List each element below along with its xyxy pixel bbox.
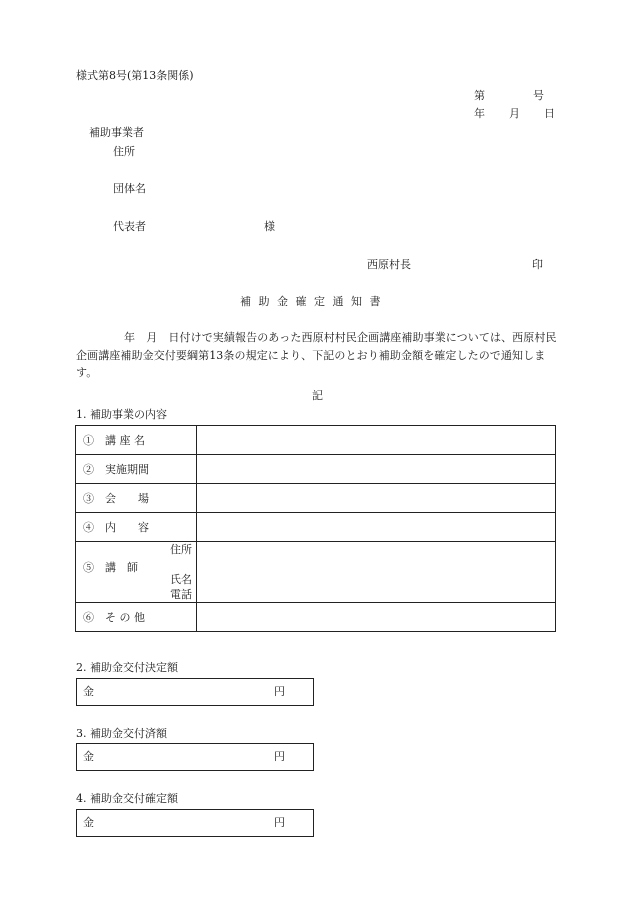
intro-paragraph [76, 329, 558, 382]
teacher-name-label: 氏名 [170, 573, 192, 586]
recipient-rep-label: 代表者 [113, 220, 146, 233]
section3-title: 3. 補助金交付済額 [76, 727, 167, 740]
row-value-period[interactable] [197, 455, 556, 484]
row-label-venue: ③ 会 場 [76, 484, 197, 513]
decided-amount-yen: 円 [274, 685, 285, 698]
date-day: 日 [544, 107, 555, 120]
section2-title: 2. 補助金交付決定額 [76, 661, 178, 674]
date-month: 月 [509, 107, 520, 120]
table-row [76, 603, 556, 632]
row-value-other[interactable] [197, 603, 556, 632]
intro-text: 年 月 日付けで実績報告のあった西原村村民企画講座補助事業については、西原村民企画講座補助金交付要綱第13条の規定により、下記のとおり補助金額を確定したので通知します。 [76, 331, 557, 379]
row-value-venue[interactable] [197, 484, 556, 513]
row-label-course-name: ① 講 座 名 [76, 426, 197, 455]
row-value-course-name[interactable] [197, 426, 556, 455]
recipient-group-label: 団体名 [113, 182, 146, 195]
section1-title: 1. 補助事業の内容 [76, 408, 167, 421]
confirmed-amount-box[interactable] [76, 809, 314, 837]
table-row [76, 426, 556, 455]
row-value-teacher[interactable] [197, 542, 556, 603]
issuer-seal: 印 [532, 258, 543, 271]
paid-amount-yen: 円 [274, 750, 285, 763]
row-label-other: ⑥ そ の 他 [76, 603, 197, 632]
section4-title: 4. 補助金交付確定額 [76, 792, 178, 805]
row-label-teacher-cell [76, 542, 197, 603]
document-title: 補 助 金 確 定 通 知 書 [240, 295, 383, 308]
table-row [76, 542, 556, 603]
table-row [76, 484, 556, 513]
teacher-phone-label: 電話 [170, 588, 192, 601]
row-label-period: ② 実施期間 [76, 455, 197, 484]
date-year: 年 [474, 107, 485, 120]
recipient-honorific: 様 [264, 220, 275, 233]
row-label-teacher: ⑤ 講 師 [83, 561, 138, 574]
table-row [76, 513, 556, 542]
decided-amount-kin: 金 [83, 685, 94, 698]
teacher-address-label: 住所 [170, 543, 192, 556]
doc-number-go: 号 [533, 89, 544, 102]
decided-amount-box[interactable] [76, 678, 314, 706]
row-label-content: ④ 内 容 [76, 513, 197, 542]
content-table [75, 425, 556, 632]
paid-amount-box[interactable] [76, 743, 314, 771]
form-label: 様式第8号(第13条関係) [76, 69, 194, 82]
row-value-content[interactable] [197, 513, 556, 542]
doc-number-dai: 第 [474, 89, 485, 102]
paid-amount-kin: 金 [83, 750, 94, 763]
table-row [76, 455, 556, 484]
recipient-address-label: 住所 [113, 145, 135, 158]
confirmed-amount-yen: 円 [274, 816, 285, 829]
confirmed-amount-kin: 金 [83, 816, 94, 829]
issuer-title: 西原村長 [367, 258, 411, 271]
ki-label: 記 [312, 389, 323, 402]
recipient-heading: 補助事業者 [89, 126, 144, 139]
